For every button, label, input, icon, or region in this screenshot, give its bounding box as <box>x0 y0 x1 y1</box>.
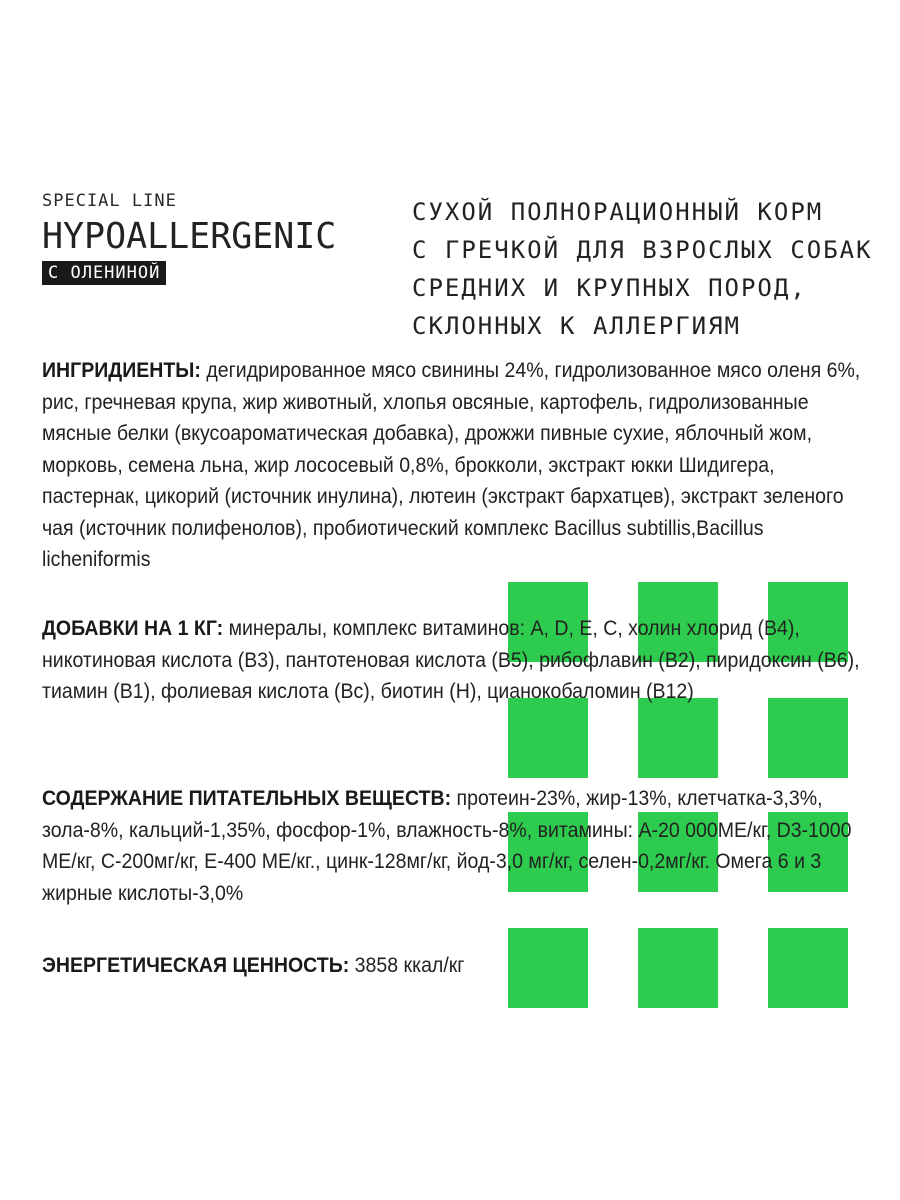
nutrients-section <box>42 783 860 909</box>
green-square <box>638 698 718 778</box>
additives-section <box>42 613 860 708</box>
brand-name: HYPOALLERGENIC <box>42 216 337 257</box>
energy-text: 3858 ккал/кг <box>349 954 465 977</box>
product-line: СКЛОННЫХ К АЛЛЕРГИЯМ <box>412 312 741 340</box>
variant-badge: С ОЛЕНИНОЙ <box>42 261 166 285</box>
ingredients-label: ИНГРИДИЕНТЫ: <box>42 359 201 382</box>
additives-text: минералы, комплекс витаминов: A, D, E, C, холин хлорид (В4), никотиновая кислота (В3), пантотеновая кислота (В5), рибофлавин (В2), пиридоксин (В6), тиамин (В1), фолиевая кислота (Вс), биотин (Н), цианокобаломин (В12) <box>42 617 860 703</box>
energy-section <box>42 950 860 982</box>
additives-label: ДОБАВКИ НА 1 КГ: <box>42 617 224 640</box>
nutrients-label: СОДЕРЖАНИЕ ПИТАТЕЛЬНЫХ ВЕЩЕСТВ: <box>42 787 452 810</box>
product-line: СРЕДНИХ И КРУПНЫХ ПОРОД, <box>412 274 807 302</box>
brand-series: SPECIAL LINE <box>42 191 177 211</box>
product-line: С ГРЕЧКОЙ ДЛЯ ВЗРОСЛЫХ СОБАК <box>412 236 873 264</box>
green-square <box>508 698 588 778</box>
green-square <box>768 698 848 778</box>
brand-block <box>42 191 345 285</box>
product-line: СУХОЙ ПОЛНОРАЦИОННЫЙ КОРМ <box>412 198 824 226</box>
ingredients-section <box>42 355 860 576</box>
product-heading <box>412 193 882 345</box>
nutrients-text: протеин-23%, жир-13%, клетчатка-3,3%, зола-8%, кальций-1,35%, фосфор-1%, влажность-8%, витамины: А-20 000МЕ/кг, D3-1000 МЕ/кг, С-200мг/кг, Е-400 МЕ/кг., цинк-128мг/кг, йод-3,0 мг/кг, селен-0,2мг/кг. Омега 6 и 3 жирные кислоты-3,0% <box>42 787 852 905</box>
energy-label: ЭНЕРГЕТИЧЕСКАЯ ЦЕННОСТЬ: <box>42 954 350 977</box>
ingredients-text: дегидрированное мясо свинины 24%, гидролизованное мясо оленя 6%, рис, гречневая крупа, жир животный, хлопья овсяные, картофель, гидролизованные мясные белки (вкусоароматическая добавка), дрожжи пивные сухие, яблочный жом, морковь, семена льна, жир лососевый 0,8%, брокколи, экстракт юкки Шидигера, пастернак, цикорий (источник инулина), лютеин (экстракт бархатцев), экстракт зеленого чая (источник полифенолов), пробиотический комплекс Bacillus subtillis,Bacillus licheniformis <box>42 359 861 571</box>
